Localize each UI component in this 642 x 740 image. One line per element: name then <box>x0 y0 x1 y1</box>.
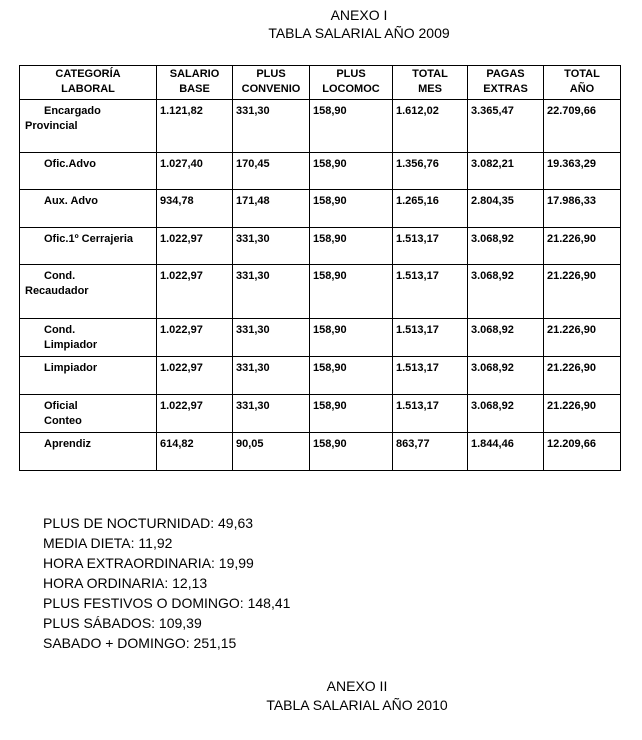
table-row <box>20 153 621 190</box>
cell-total-mes: 1.513,17 <box>393 357 468 395</box>
cell-pagas-extras: 3.068,92 <box>468 228 544 265</box>
cell-salario-base: 1.022,97 <box>157 228 233 265</box>
table-row <box>20 228 621 265</box>
row-category: Encargado Provincial <box>20 100 157 153</box>
header-total-mes: TOTAL MES <box>393 66 468 100</box>
cell-plus-locomoc: 158,90 <box>310 153 393 190</box>
row-category: Oficial Conteo <box>20 395 157 433</box>
header-total-anio: TOTAL AÑO <box>544 66 621 100</box>
table-row <box>20 357 621 395</box>
header-pagas-extras: PAGAS EXTRAS <box>468 66 544 100</box>
cell-total-anio: 21.226,90 <box>544 228 621 265</box>
table-row <box>20 100 621 153</box>
cell-total-mes: 1.513,17 <box>393 395 468 433</box>
extra-payments-list <box>43 513 290 653</box>
anexo-1-subtitle: TABLA SALARIAL AÑO 2009 <box>268 25 450 41</box>
cell-plus-locomoc: 158,90 <box>310 100 393 153</box>
cell-total-anio: 21.226,90 <box>544 395 621 433</box>
cell-plus-locomoc: 158,90 <box>310 319 393 357</box>
cell-total-mes: 1.513,17 <box>393 265 468 319</box>
extra-nocturnidad: PLUS DE NOCTURNIDAD: 49,63 <box>43 515 254 531</box>
cell-plus-convenio: 331,30 <box>233 319 310 357</box>
row-category: Aux. Advo <box>20 190 157 228</box>
cell-salario-base: 1.022,97 <box>157 319 233 357</box>
cell-pagas-extras: 1.844,46 <box>468 433 544 471</box>
cell-pagas-extras: 3.365,47 <box>468 100 544 153</box>
cell-total-mes: 863,77 <box>393 433 468 471</box>
row-category: Aprendiz <box>20 433 157 471</box>
cell-total-anio: 22.709,66 <box>544 100 621 153</box>
cell-pagas-extras: 3.068,92 <box>468 357 544 395</box>
header-plus-convenio: PLUS CONVENIO <box>233 66 310 100</box>
cell-total-anio: 12.209,66 <box>544 433 621 471</box>
cell-total-mes: 1.612,02 <box>393 100 468 153</box>
cell-total-mes: 1.265,16 <box>393 190 468 228</box>
cell-plus-locomoc: 158,90 <box>310 228 393 265</box>
row-category: Cond. Recaudador <box>20 265 157 319</box>
cell-salario-base: 1.121,82 <box>157 100 233 153</box>
cell-pagas-extras: 2.804,35 <box>468 190 544 228</box>
row-category: Ofic.1º Cerrajeria <box>20 228 157 265</box>
cell-salario-base: 1.022,97 <box>157 395 233 433</box>
cell-total-anio: 21.226,90 <box>544 265 621 319</box>
cell-plus-convenio: 331,30 <box>233 228 310 265</box>
cell-total-anio: 19.363,29 <box>544 153 621 190</box>
cell-pagas-extras: 3.068,92 <box>468 265 544 319</box>
cell-total-anio: 17.986,33 <box>544 190 621 228</box>
cell-total-mes: 1.356,76 <box>393 153 468 190</box>
table-row <box>20 319 621 357</box>
extra-plus-sabados: PLUS SÁBADOS: 109,39 <box>43 615 202 631</box>
cell-plus-convenio: 331,30 <box>233 100 310 153</box>
cell-plus-convenio: 331,30 <box>233 395 310 433</box>
extra-hora-extraordinaria: HORA EXTRAORDINARIA: 19,99 <box>43 555 254 571</box>
anexo-2-title: ANEXO II <box>326 678 388 694</box>
cell-plus-locomoc: 158,90 <box>310 190 393 228</box>
extra-sabado-domingo: SABADO + DOMINGO: 251,15 <box>43 635 237 651</box>
table-row <box>20 190 621 228</box>
cell-plus-locomoc: 158,90 <box>310 265 393 319</box>
cell-plus-convenio: 331,30 <box>233 357 310 395</box>
header-plus-locomoc: PLUS LOCOMOC <box>310 66 393 100</box>
extra-plus-festivos: PLUS FESTIVOS O DOMINGO: 148,41 <box>43 595 291 611</box>
extra-media-dieta: MEDIA DIETA: 11,92 <box>43 535 173 551</box>
cell-plus-convenio: 90,05 <box>233 433 310 471</box>
cell-pagas-extras: 3.068,92 <box>468 395 544 433</box>
cell-pagas-extras: 3.082,21 <box>468 153 544 190</box>
anexo-1-title: ANEXO I <box>330 7 388 23</box>
table-row <box>20 433 621 471</box>
cell-total-anio: 21.226,90 <box>544 357 621 395</box>
cell-plus-convenio: 171,48 <box>233 190 310 228</box>
row-category: Ofic.Advo <box>20 153 157 190</box>
cell-plus-locomoc: 158,90 <box>310 395 393 433</box>
header-salario-base: SALARIO BASE <box>157 66 233 100</box>
cell-salario-base: 614,82 <box>157 433 233 471</box>
cell-plus-locomoc: 158,90 <box>310 357 393 395</box>
cell-plus-convenio: 331,30 <box>233 265 310 319</box>
cell-salario-base: 1.022,97 <box>157 357 233 395</box>
cell-total-anio: 21.226,90 <box>544 319 621 357</box>
cell-plus-convenio: 170,45 <box>233 153 310 190</box>
cell-salario-base: 1.027,40 <box>157 153 233 190</box>
cell-total-mes: 1.513,17 <box>393 228 468 265</box>
table-row <box>20 265 621 319</box>
cell-plus-locomoc: 158,90 <box>310 433 393 471</box>
cell-total-mes: 1.513,17 <box>393 319 468 357</box>
row-category: Cond. Limpiador <box>20 319 157 357</box>
salary-table-2009 <box>19 65 621 471</box>
cell-salario-base: 1.022,97 <box>157 265 233 319</box>
anexo-2-subtitle: TABLA SALARIAL AÑO 2010 <box>266 697 448 713</box>
row-category: Limpiador <box>20 357 157 395</box>
table-row <box>20 395 621 433</box>
table-header-row <box>20 66 621 100</box>
cell-pagas-extras: 3.068,92 <box>468 319 544 357</box>
cell-salario-base: 934,78 <box>157 190 233 228</box>
header-categoria: CATEGORÍA LABORAL <box>20 66 157 100</box>
extra-hora-ordinaria: HORA ORDINARIA: 12,13 <box>43 575 208 591</box>
